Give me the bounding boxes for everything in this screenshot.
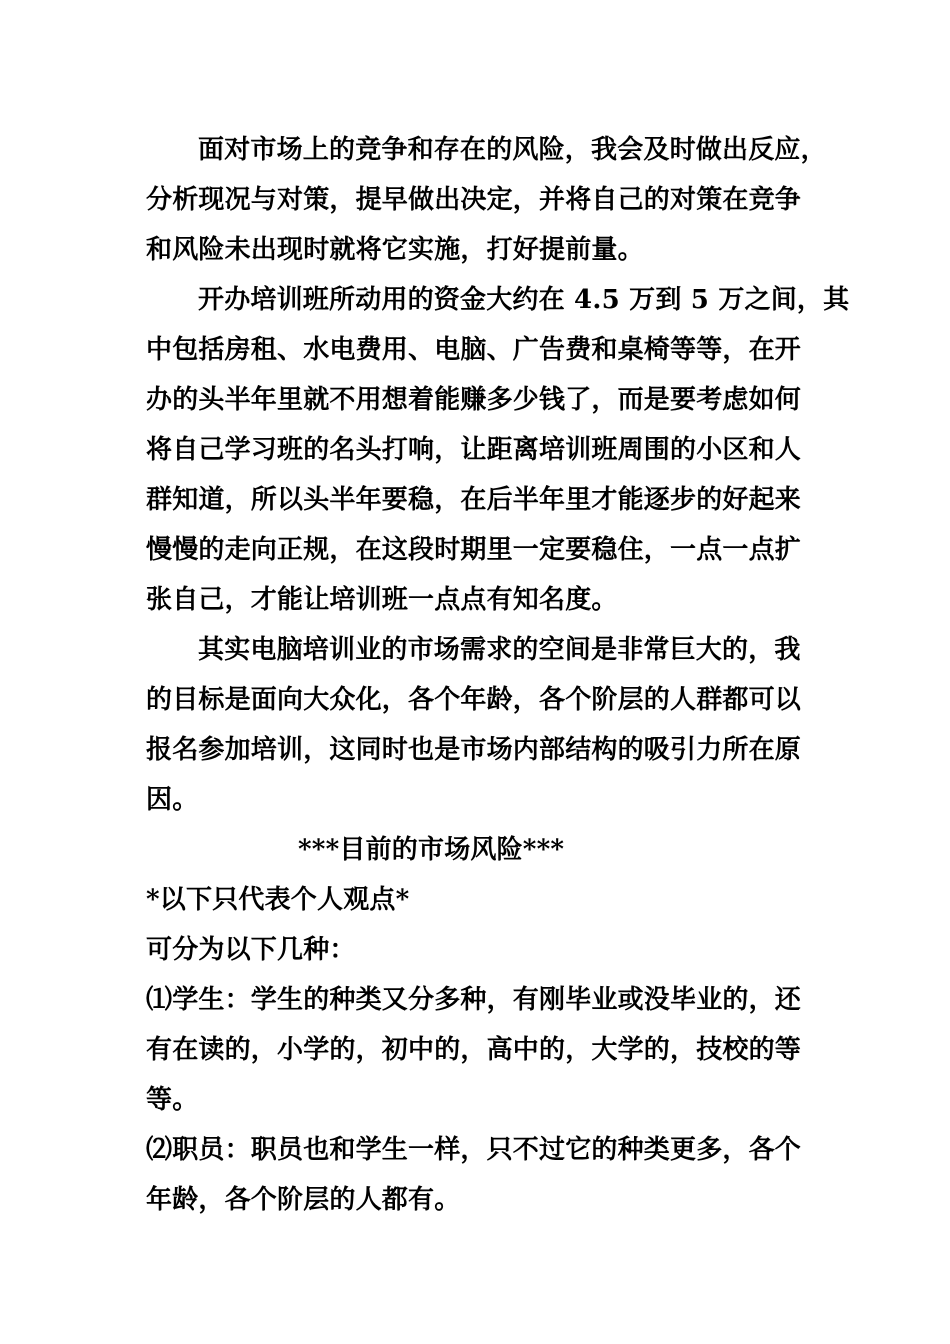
item-1-line-2: 有在读的，小学的，初中的，高中的，大学的，技校的等: [146, 1035, 802, 1065]
section-heading: ***目前的市场风险***: [298, 835, 565, 865]
note-line: *以下只代表个人观点*: [146, 885, 410, 915]
intro-line: 可分为以下几种：: [146, 935, 356, 965]
paragraph-1-line-3: 和风险未出现时就将它实施，打好提前量。: [146, 235, 644, 265]
paragraph-2-line-3: 办的头半年里就不用想着能赚多少钱了，而是要考虑如何: [146, 385, 802, 415]
item-1-line-3: 等。: [146, 1085, 199, 1115]
paragraph-1-line-2: 分析现况与对策，提早做出决定，并将自己的对策在竞争: [146, 185, 802, 215]
item-2-line-1: ⑵职员：职员也和学生一样，只不过它的种类更多，各个: [146, 1135, 802, 1165]
item-2-line-2: 年龄，各个阶层的人都有。: [146, 1185, 461, 1215]
paragraph-1-line-1: 面对市场上的竞争和存在的风险，我会及时做出反应，: [198, 135, 827, 165]
paragraph-3-line-2: 的目标是面向大众化，各个年龄，各个阶层的人群都可以: [146, 685, 802, 715]
paragraph-3-line-1: 其实电脑培训业的市场需求的空间是非常巨大的，我: [198, 635, 801, 665]
paragraph-3-line-4: 因。: [146, 785, 199, 815]
paragraph-2-line-2: 中包括房租、水电费用、电脑、广告费和桌椅等等，在开: [146, 335, 802, 365]
paragraph-2-line-7: 张自己，才能让培训班一点点有知名度。: [146, 585, 618, 615]
paragraph-2-line-5: 群知道，所以头半年要稳，在后半年里才能逐步的好起来: [146, 485, 802, 515]
paragraph-2-line-4: 将自己学习班的名头打响，让距离培训班周围的小区和人: [146, 435, 802, 465]
item-1-line-1: ⑴学生：学生的种类又分多种，有刚毕业或没毕业的，还: [146, 985, 802, 1015]
paragraph-2-line-1: 开办培训班所动用的资金大约在 4.5 万到 5 万之间，其: [198, 285, 850, 315]
paragraph-2-line-6: 慢慢的走向正规，在这段时期里一定要稳住，一点一点扩: [146, 535, 802, 565]
paragraph-3-line-3: 报名参加培训，这同时也是市场内部结构的吸引力所在原: [146, 735, 802, 765]
